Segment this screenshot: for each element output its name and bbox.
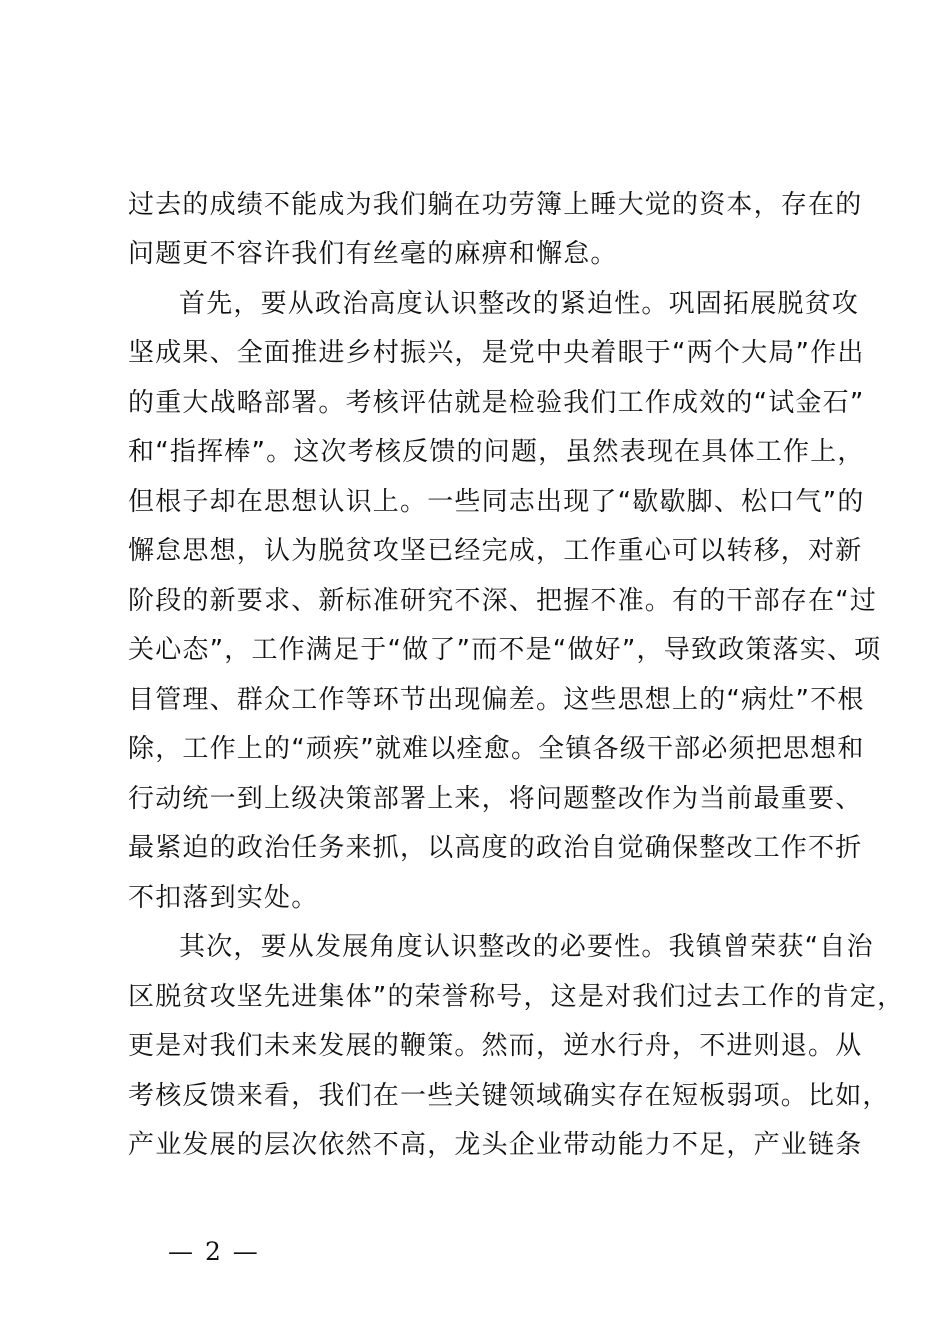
text-line: 目管理、群众工作等环节出现偏差。这些思想上的“病灶”不根 bbox=[128, 685, 865, 715]
text-line: 区脱贫攻坚先进集体”的荣誉称号，这是对我们过去工作的肯定， bbox=[128, 982, 905, 1012]
text-line: 问题更不容许我们有丝毫的麻痹和懈怠。 bbox=[128, 239, 618, 269]
text-line: 和“指挥棒”。这次考核反馈的问题，虽然表现在具体工作上， bbox=[128, 437, 865, 467]
text-line: 过去的成绩不能成为我们躺在功劳簿上睡大觉的资本，存在的 bbox=[128, 190, 863, 220]
paragraph-start-line: 其次，要从发展角度认识整改的必要性。我镇曾荣获“自治 bbox=[179, 932, 874, 962]
text-line: 的重大战略部署。考核评估就是检验我们工作成效的“试金石” bbox=[128, 388, 865, 418]
text-line: 坚成果、全面推进乡村振兴，是党中央着眼于“两个大局”作出 bbox=[128, 338, 865, 368]
text-line: 产业发展的层次依然不高，龙头企业带动能力不足，产业链条 bbox=[128, 1130, 863, 1160]
text-line: 最紧迫的政治任务来抓，以高度的政治自觉确保整改工作不折 bbox=[128, 833, 863, 863]
text-line: 不扣落到实处。 bbox=[128, 883, 319, 913]
text-line: 阶段的新要求、新标准研究不深、把握不准。有的干部存在“过 bbox=[128, 586, 878, 616]
text-line: 考核反馈来看，我们在一些关键领域确实存在短板弱项。比如， bbox=[128, 1081, 890, 1111]
text-line: 关心态”，工作满足于“做了”而不是“做好”，导致政策落实、项 bbox=[128, 635, 882, 665]
text-line: 行动统一到上级决策部署上来，将问题整改作为当前最重要、 bbox=[128, 784, 863, 814]
text-line: 除，工作上的“顽疾”就难以痊愈。全镇各级干部必须把思想和 bbox=[128, 734, 865, 764]
text-line: 但根子却在思想认识上。一些同志出现了“歇歇脚、松口气”的 bbox=[128, 487, 865, 517]
text-line: 懈怠思想，认为脱贫攻坚已经完成，工作重心可以转移，对新 bbox=[128, 536, 863, 566]
text-line: 更是对我们未来发展的鞭策。然而，逆水行舟，不进则退。从 bbox=[128, 1031, 863, 1061]
page-number: — 2 — bbox=[168, 1237, 260, 1266]
paragraph-start-line: 首先，要从政治高度认识整改的紧迫性。巩固拓展脱贫攻 bbox=[179, 289, 860, 319]
